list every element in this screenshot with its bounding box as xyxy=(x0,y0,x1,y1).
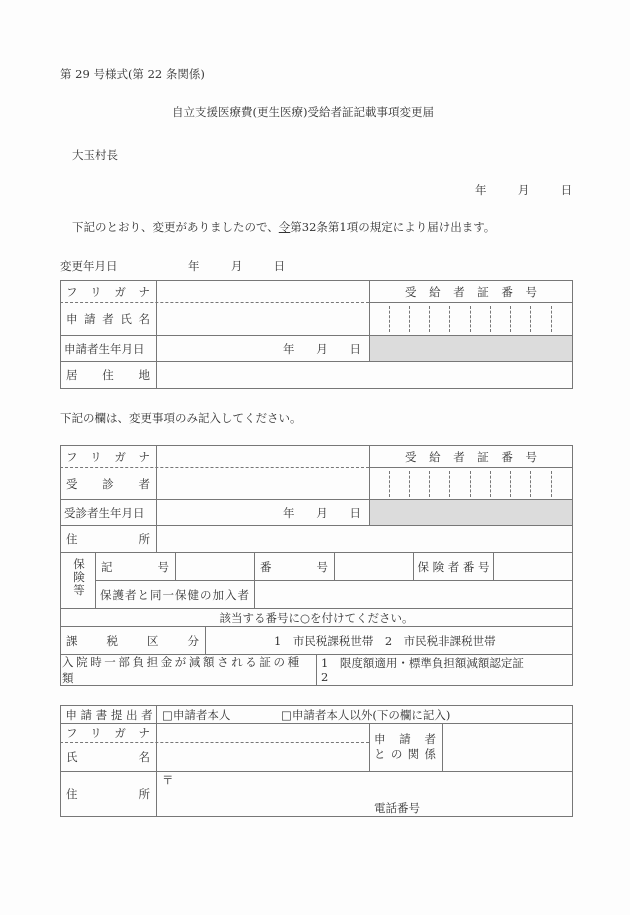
submitter-address-label: 住 所 xyxy=(66,787,150,801)
phone-label: 電話番号 xyxy=(374,801,420,815)
same-insurance-label: 保護者と同一保健の加入者 xyxy=(100,587,250,602)
number-input[interactable] xyxy=(335,553,413,580)
relation-input[interactable] xyxy=(443,724,572,771)
furigana-label: フ リ ガ ナ xyxy=(66,284,150,299)
submitter-furigana-label: フ リ ガ ナ xyxy=(66,726,150,740)
change-year: 年 xyxy=(188,259,200,273)
intro-suffix: 第32条第1項の規定により届け出ます。 xyxy=(290,220,496,234)
option-applicant-self[interactable]: □申請者本人 xyxy=(162,708,231,722)
applicant-birth-label: 申請者生年月日 xyxy=(64,341,145,356)
addressee: 大玉村長 xyxy=(72,148,118,162)
intro-prefix: 下記のとおり、変更がありましたので、 xyxy=(72,220,279,234)
shaded-cell xyxy=(369,499,572,525)
submitter-name-input[interactable] xyxy=(157,743,369,771)
applicant-name-label: 申 請 者 氏 名 xyxy=(66,312,150,326)
residence-label: 居 住 地 xyxy=(66,368,150,382)
patient-address-input[interactable] xyxy=(157,526,572,552)
applicant-birth-date: 年 月 日 xyxy=(283,341,361,356)
patient-birth-date: 年 月 日 xyxy=(283,505,361,520)
shaded-cell xyxy=(369,335,572,361)
patient-furigana-input[interactable] xyxy=(157,446,369,467)
cert-number-label: 受 給 者 証 番 号 xyxy=(405,284,537,299)
patient-cert-number-label: 受 給 者 証 番 号 xyxy=(405,449,537,464)
intro-text xyxy=(72,219,495,235)
submitter-label: 申 請 書 提 出 者 xyxy=(65,707,153,722)
reduction-option-2[interactable]: 2 xyxy=(321,670,329,684)
date-year: 年 xyxy=(475,183,487,197)
patient-cert-number-input[interactable] xyxy=(370,468,572,499)
submission-date xyxy=(475,182,572,198)
reduction-label: 入院時一部負担金が減額される証の種類 xyxy=(62,655,302,685)
date-day: 日 xyxy=(560,183,573,197)
tax-options[interactable]: 1 市民税課税世帯 2 市民税非課税世帯 xyxy=(274,633,496,648)
symbol-label: 記 号 xyxy=(101,559,169,574)
submitter-name-label: 氏 名 xyxy=(66,750,150,764)
reduction-option-1[interactable]: 1 限度額適用・標準負担額減額認定証 xyxy=(321,656,524,670)
document-title: 自立支援医療費(更生医療)受給者証記載事項変更届 xyxy=(172,105,434,119)
note-text: 下記の欄は、変更事項のみ記入してください。 xyxy=(60,411,302,425)
number-label: 番 号 xyxy=(260,559,328,574)
date-month: 月 xyxy=(517,183,530,197)
insurer-number-input[interactable] xyxy=(494,553,572,580)
patient-furigana-label: フ リ ガ ナ xyxy=(66,449,150,464)
insurance-label: 保 険 等 xyxy=(73,557,85,597)
relation-label: 申 請 者 と の 関 係 xyxy=(374,732,436,761)
change-date xyxy=(188,258,285,274)
instruction-text: 該当する番号に○を付けてください。 xyxy=(219,610,414,625)
patient-birth-label: 受診者生年月日 xyxy=(64,505,145,520)
change-date-label: 変更年月日 xyxy=(60,259,118,273)
patient-name-input[interactable] xyxy=(157,468,369,499)
same-insurance-input[interactable] xyxy=(255,581,572,608)
form-number: 第 29 号様式(第 22 条関係) xyxy=(60,67,205,81)
option-applicant-other[interactable]: □申請者本人以外(下の欄に記入) xyxy=(281,708,451,722)
change-day: 日 xyxy=(273,259,286,273)
applicant-name-input[interactable] xyxy=(157,303,369,335)
change-month: 月 xyxy=(230,259,243,273)
applicant-cert-number-input[interactable] xyxy=(370,303,572,335)
residence-input[interactable] xyxy=(157,362,572,388)
postal-mark: 〒 xyxy=(162,773,174,787)
submitter-furigana-input[interactable] xyxy=(157,724,369,742)
insurer-number-label: 保 険 者 番 号 xyxy=(417,559,490,574)
applicant-furigana-input[interactable] xyxy=(157,281,369,302)
intro-underlined: 令 xyxy=(278,220,291,234)
patient-address-label: 住 所 xyxy=(66,532,150,546)
patient-label: 受 診 者 xyxy=(66,476,150,491)
tax-label: 課 税 区 分 xyxy=(66,633,199,648)
symbol-input[interactable] xyxy=(176,553,254,580)
